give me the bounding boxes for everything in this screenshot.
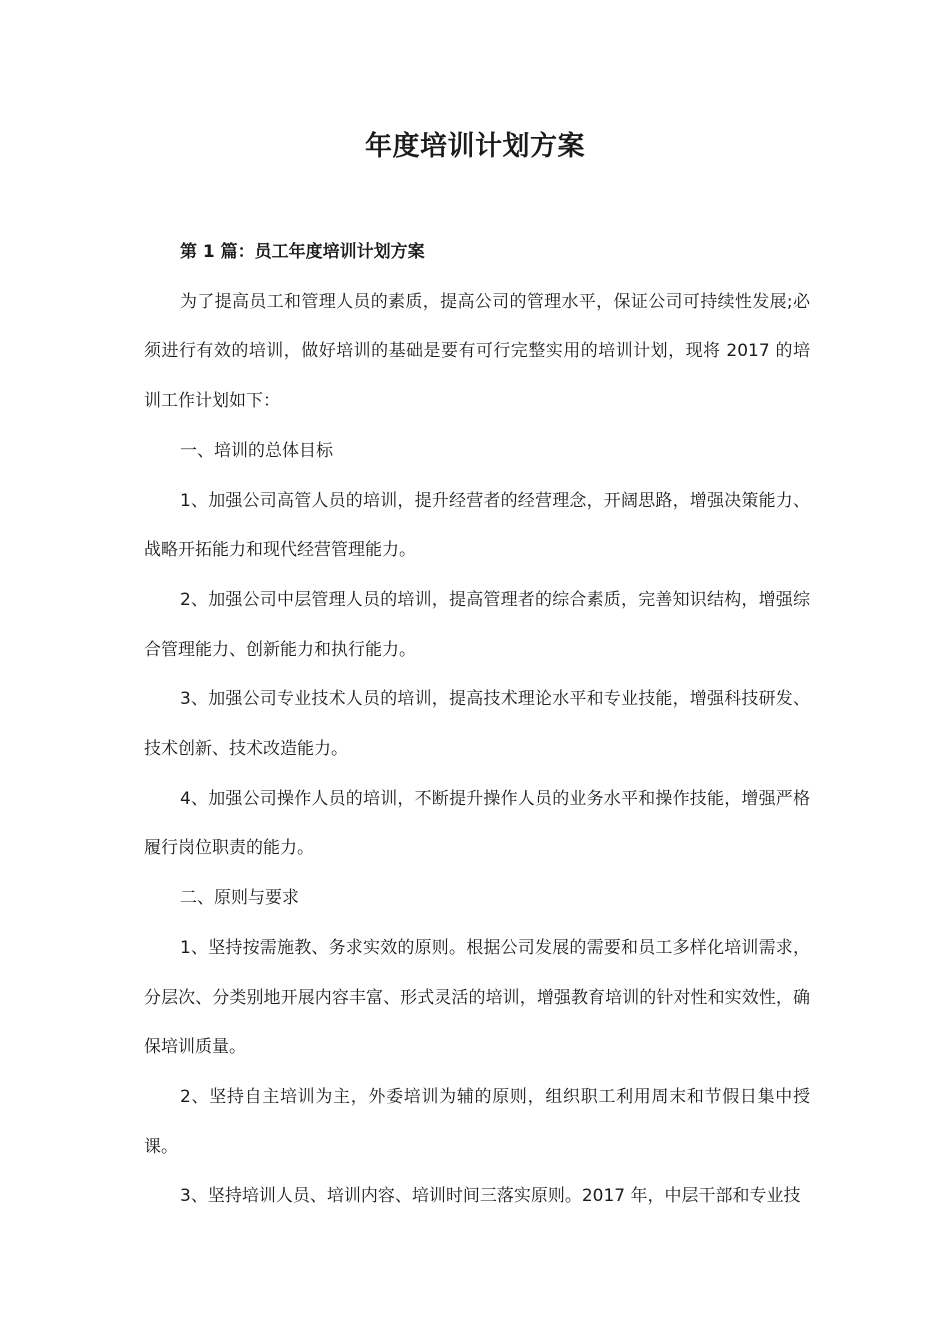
document-title: 年度培训计划方案 — [365, 131, 585, 162]
document-body — [144, 228, 810, 1222]
heading-principles: 二、原则与要求 — [180, 888, 299, 909]
paragraph-goal-3: 3、加强公司专业技术人员的培训，提高技术理论水平和专业技能，增强科技研发、技术创新、技术改造能力。 — [144, 689, 810, 760]
section-heading: 第 1 篇：员工年度培训计划方案 — [180, 242, 425, 262]
heading-overall-goals: 一、培训的总体目标 — [180, 440, 333, 461]
paragraph-intro: 为了提高员工和管理人员的素质，提高公司的管理水平，保证公司可持续性发展;必须进行有效的培训，做好培训的基础是要有可行完整实用的培训计划，现将 2017 的培训工作计划如下： — [144, 291, 810, 412]
paragraph-goal-1: 1、加强公司高管人员的培训，提升经营者的经营理念，开阔思路，增强决策能力、战略开拓能力和现代经营管理能力。 — [144, 490, 810, 561]
paragraph-principle-3: 3、坚持培训人员、培训内容、培训时间三落实原则。2017 年，中层干部和专业技 — [180, 1186, 801, 1207]
paragraph-principle-1: 1、坚持按需施教、务求实效的原则。根据公司发展的需要和员工多样化培训需求，分层次、分类别地开展内容丰富、形式灵活的培训，增强教育培训的针对性和实效性，确保培训质量。 — [144, 937, 810, 1058]
paragraph-goal-2: 2、加强公司中层管理人员的培训，提高管理者的综合素质，完善知识结构，增强综合管理能力、创新能力和执行能力。 — [144, 589, 810, 660]
paragraph-goal-4: 4、加强公司操作人员的培训，不断提升操作人员的业务水平和操作技能，增强严格履行岗位职责的能力。 — [144, 788, 810, 859]
paragraph-principle-2: 2、坚持自主培训为主，外委培训为辅的原则，组织职工利用周末和节假日集中授课。 — [144, 1086, 810, 1157]
